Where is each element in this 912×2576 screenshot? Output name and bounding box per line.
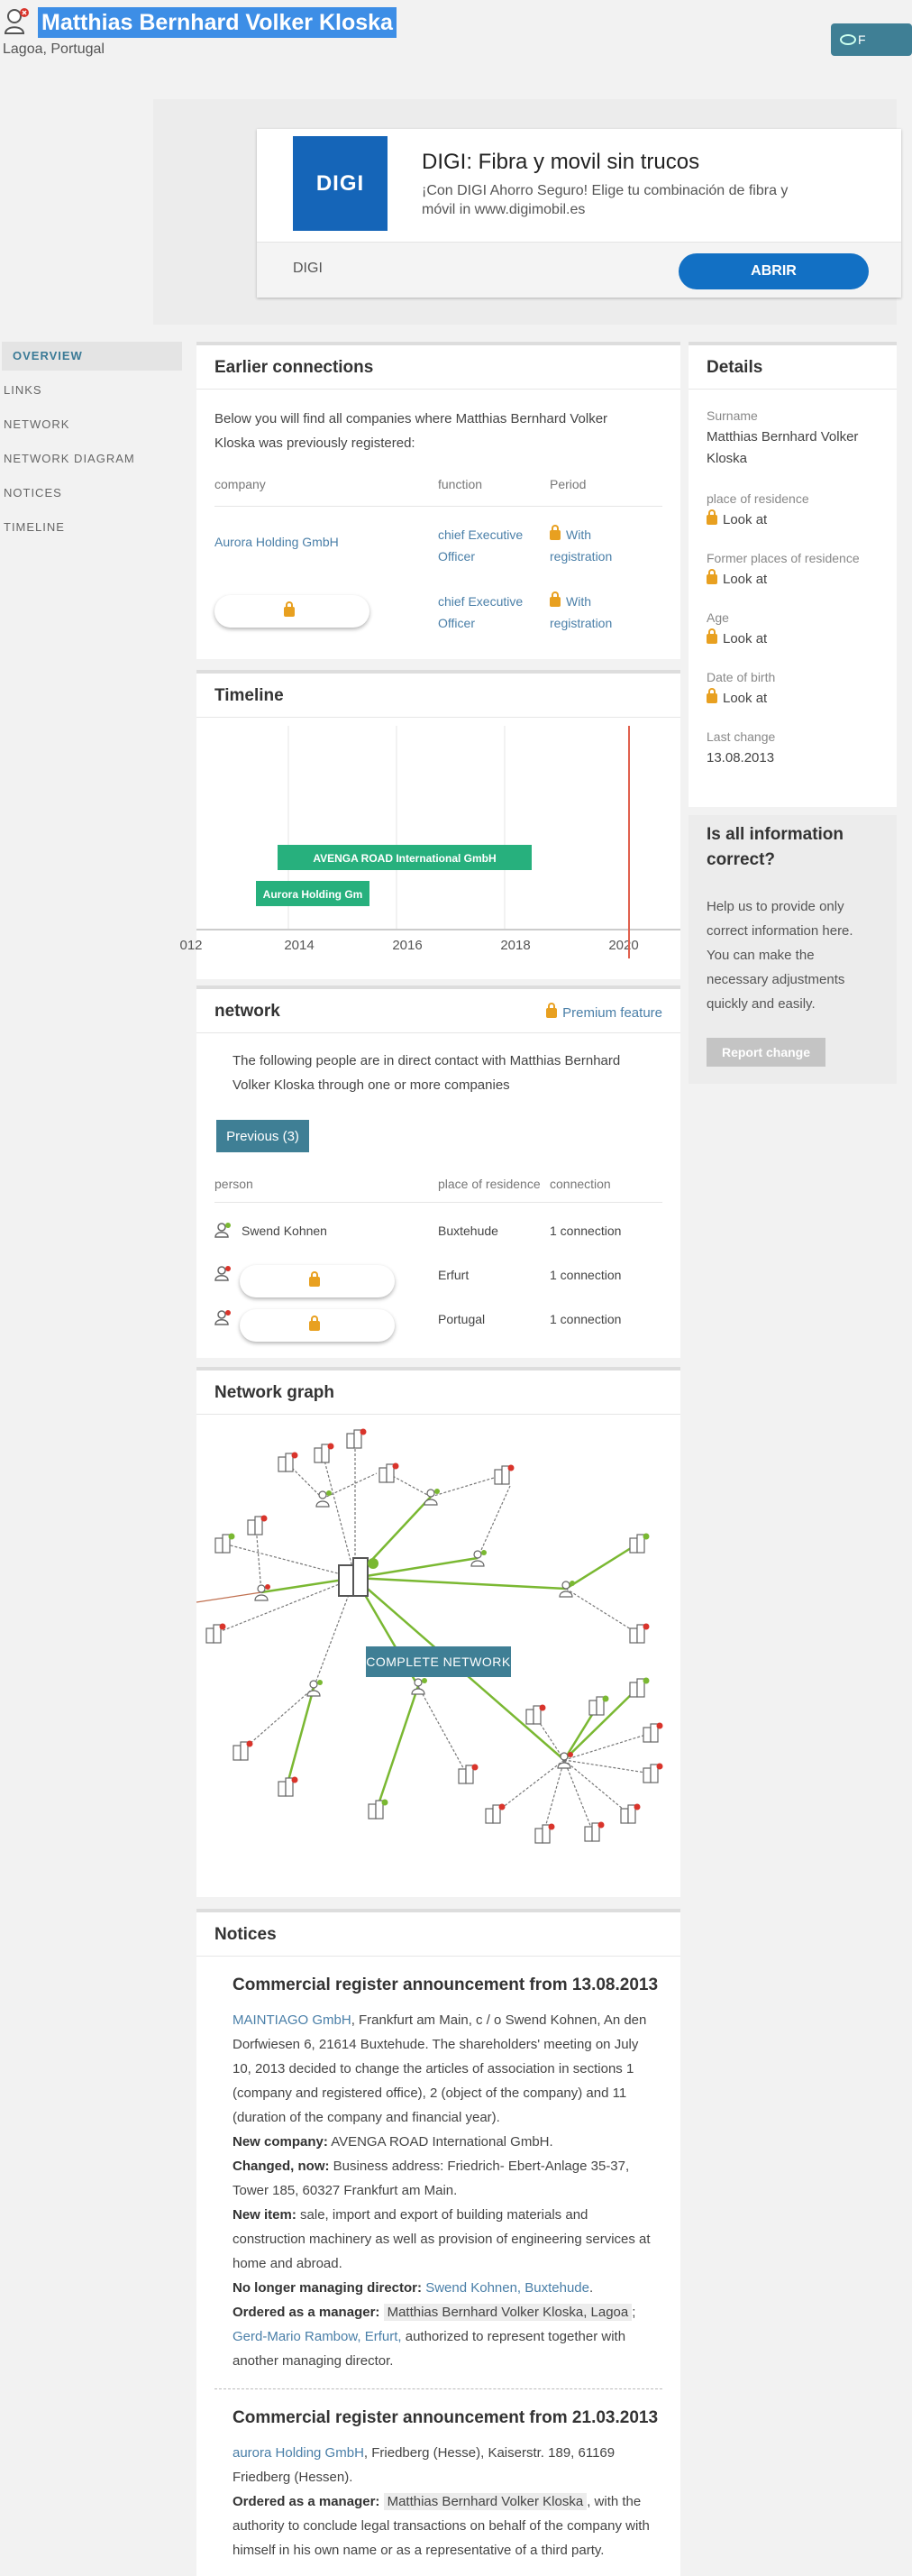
graph-edge: [564, 1760, 593, 1832]
person-link[interactable]: Swend Kohnen, Buxtehude: [425, 2280, 589, 2296]
building-icon: [215, 1534, 235, 1554]
person-icon: [4, 7, 29, 34]
graph-edge: [323, 1453, 355, 1578]
earlier-connections-card: [196, 342, 680, 659]
tick-label: 2016: [392, 938, 423, 953]
locked-person-button[interactable]: [240, 1265, 395, 1297]
lock-icon: [550, 530, 561, 540]
person-icon: [214, 1265, 231, 1281]
building-icon: [459, 1765, 479, 1784]
building-icon: [379, 1463, 399, 1483]
correction-text: Help us to provide only correct information here. You can make the necessary adjustments quickly and easily.: [707, 899, 853, 1012]
bar-label: Aurora Holding Gm: [262, 888, 363, 901]
age-look-link[interactable]: Look at: [707, 628, 767, 650]
person-place: Erfurt: [438, 1268, 470, 1282]
col-person: person: [214, 1177, 253, 1191]
graph-edge: [566, 1544, 638, 1589]
lock-icon: [707, 574, 717, 584]
col-period: Period: [550, 477, 587, 491]
person-connection: 1 connection: [550, 1312, 622, 1326]
details-card: Details Surname Matthias Bernhard Volker Kloska place of residence Look at Former places of residence Look at Age Look at Date of birth Look at Last change 13.08.2013: [689, 342, 897, 807]
period-link[interactable]: With registration: [550, 594, 613, 630]
building-icon: [369, 1800, 388, 1820]
correction-title: Is all information correct?: [707, 825, 844, 869]
highlighted-name: Matthias Bernhard Volker Kloska: [384, 2493, 588, 2510]
building-icon: [278, 1453, 298, 1472]
lock-icon: [284, 607, 295, 617]
company-link[interactable]: MAINTIAGO GmbH: [233, 2012, 351, 2028]
ad-brand: DIGI: [293, 261, 323, 276]
graph-edge: [431, 1475, 503, 1497]
building-icon: [248, 1516, 268, 1536]
person-place: Portugal: [438, 1312, 486, 1326]
building-icon: [589, 1696, 609, 1716]
ad-title[interactable]: DIGI: Fibra y movil sin trucos: [422, 150, 700, 174]
earlier-intro: Below you will find all companies where Matthias Bernhard Volker Kloska was previously registered:: [214, 411, 608, 451]
lock-icon: [309, 1277, 320, 1287]
lock-icon: [707, 634, 717, 644]
ad-open-button[interactable]: ABRIR: [679, 253, 869, 289]
nav-network-diagram[interactable]: NETWORK DIAGRAM: [4, 452, 135, 465]
person-connection: 1 connection: [550, 1268, 622, 1282]
graph-edge: [214, 1578, 355, 1634]
nav-network[interactable]: NETWORK: [4, 417, 70, 431]
graph-edge: [196, 1592, 261, 1602]
residence-look-link[interactable]: Look at: [707, 509, 767, 531]
correction-box: [689, 815, 897, 1084]
graph-edge: [478, 1486, 510, 1558]
graph-edge: [566, 1589, 638, 1634]
tick-label: 012: [179, 938, 203, 953]
lock-icon: [707, 693, 717, 703]
location-text: Lagoa, Portugal: [3, 41, 105, 57]
graph-edge: [564, 1760, 652, 1774]
notice-heading: Commercial register announcement from 21.03.2013: [233, 2408, 659, 2427]
locked-person-button[interactable]: [240, 1309, 395, 1342]
notice-1: Commercial register announcement from 13.08.2013 MAINTIAGO GmbH, Frankfurt am Main, c / o Swend Kohnen, An den Dorfwiesen 6, 21614 Buxtehude. The shareholders' meeting on July 10, 2013 decided to change the articles of association in sections 1 (company and registered office), 2 (object of the company) and 11 (duration of the company and financial year). New company: AVENGA ROAD International GmbH. Changed, now: Business address: Friedrich- Ebert-Anlage 35-37, Tower 185, 60327 Frankfurt am Main. New item: sale, import and export of building materials and construction machinery as well as provision of engineering services at home and abroad. No longer managing director: Swend Kohnen, Buxtehude. Ordered as a manager: Matthias Bernhard Volker Kloska, Lagoa ; Gerd-Mario Rambow, Erfurt, authorized to represent together with another managing director.: [233, 1976, 661, 2373]
former-residence-look-link[interactable]: Look at: [707, 569, 767, 591]
col-company: company: [214, 477, 266, 491]
earlier-connections-title: Earlier connections: [214, 358, 374, 377]
graph-edge: [355, 1578, 566, 1589]
lock-icon: [550, 597, 561, 607]
bar-label: AVENGA ROAD International GmbH: [313, 852, 497, 865]
building-icon: [643, 1723, 663, 1743]
person-node-icon: [316, 1490, 332, 1507]
building-icon: [233, 1741, 253, 1761]
person-node-icon: [424, 1489, 440, 1505]
person-name: Swend Kohnen: [242, 1224, 327, 1238]
nav-overview[interactable]: OVERVIEW: [2, 342, 182, 371]
building-icon: [630, 1678, 650, 1698]
lock-icon: [546, 1008, 557, 1018]
surname-value: Matthias Bernhard Volker Kloska: [707, 429, 859, 466]
notices-card: [196, 1909, 680, 2576]
building-icon: [278, 1777, 298, 1797]
nav-notices[interactable]: NOTICES: [4, 486, 62, 500]
graph-edge: [287, 1688, 314, 1787]
eye-icon: [840, 34, 856, 45]
watch-button[interactable]: F: [831, 23, 912, 56]
network-card: [196, 985, 680, 1358]
function-link[interactable]: chief Executive Officer: [438, 527, 524, 564]
person-icon: [214, 1222, 231, 1238]
main-company-icon: [339, 1558, 378, 1596]
notices-title: Notices: [214, 1925, 277, 1944]
lock-icon: [707, 515, 717, 525]
graph-edge: [543, 1760, 564, 1834]
nav-timeline[interactable]: TIMELINE: [4, 520, 65, 534]
timeline-title: Timeline: [214, 686, 284, 705]
building-icon: [486, 1804, 506, 1824]
timeline-chart: [179, 720, 680, 980]
building-icon: [315, 1444, 334, 1463]
graph-edge: [377, 1686, 418, 1810]
tick-label: 2018: [500, 938, 531, 953]
building-icon: [621, 1804, 641, 1824]
report-change-button[interactable]: Report change: [707, 1038, 825, 1067]
network-graph-card: [196, 1367, 680, 1897]
details-title: Details: [707, 358, 763, 377]
nav-links[interactable]: LINKS: [4, 383, 42, 397]
building-icon: [585, 1822, 605, 1842]
locked-company-button[interactable]: [214, 595, 369, 628]
graph-edge: [418, 1686, 467, 1774]
person-node-icon: [307, 1680, 323, 1696]
graph-edge: [223, 1544, 355, 1578]
premium-feature-link[interactable]: Premium feature: [546, 1005, 662, 1021]
notice-2: Commercial register announcement from 21.03.2013 aurora Holding GmbH, Friedberg (Hesse), Kaiserstr. 189, 61169 Friedberg (Hessen). Ordered as a manager: Matthias Bernhard Volker Kloska , with the authority to conclude legal transactions on behalf of the company with himself in his own name or as a representative of a third party.: [233, 2408, 661, 2562]
graph-edge: [242, 1688, 314, 1751]
digi-logo: DIGI: [293, 136, 388, 231]
complete-network-button[interactable]: COMPLETE NETWORK: [366, 1646, 511, 1677]
graph-edge: [256, 1526, 261, 1592]
company-link[interactable]: aurora Holding GmbH: [233, 2445, 364, 2461]
period-link[interactable]: With registration: [550, 527, 613, 564]
col-function: function: [438, 477, 483, 491]
function-link[interactable]: chief Executive Officer: [438, 594, 524, 630]
building-icon: [630, 1534, 650, 1554]
notice-heading: Commercial register announcement from 13.08.2013: [233, 1976, 659, 1994]
person-place: Buxtehude: [438, 1224, 498, 1238]
ad-footer: [257, 242, 901, 298]
last-change-value: 13.08.2013: [707, 750, 775, 765]
building-icon: [526, 1705, 546, 1725]
ad-text: ¡Con DIGI Ahorro Seguro! Elige tu combinación de fibra y móvil in www.digimobil.es: [422, 183, 789, 217]
timeline-card: [179, 670, 680, 979]
page-title: Matthias Bernhard Volker Kloska: [38, 7, 397, 38]
tick-label: 2020: [608, 938, 639, 953]
col-connection: connection: [550, 1177, 611, 1191]
ad-banner[interactable]: [257, 129, 901, 298]
tick-label: 2014: [284, 938, 315, 953]
network-intro: The following people are in direct contact with Matthias Bernhard Volker Kloska through one or more companies: [233, 1053, 621, 1093]
person-icon: [214, 1309, 231, 1325]
dob-look-link[interactable]: Look at: [707, 688, 767, 710]
building-icon: [495, 1465, 515, 1485]
network-title: network: [214, 1002, 280, 1021]
person-connection: 1 connection: [550, 1224, 622, 1238]
building-icon: [347, 1429, 367, 1449]
lock-icon: [309, 1321, 320, 1331]
highlighted-name: Matthias Bernhard Volker Kloska, Lagoa: [384, 2304, 633, 2321]
building-icon: [630, 1624, 650, 1644]
previous-button[interactable]: Previous (3): [216, 1120, 309, 1152]
building-icon: [206, 1624, 226, 1644]
building-icon: [643, 1764, 663, 1783]
building-icon: [535, 1824, 555, 1844]
company-link[interactable]: Aurora Holding GmbH: [214, 535, 339, 549]
network-graph-title: Network graph: [214, 1383, 335, 1402]
person-link[interactable]: Gerd-Mario Rambow, Erfurt,: [233, 2329, 402, 2344]
col-residence: place of residence: [438, 1177, 541, 1191]
